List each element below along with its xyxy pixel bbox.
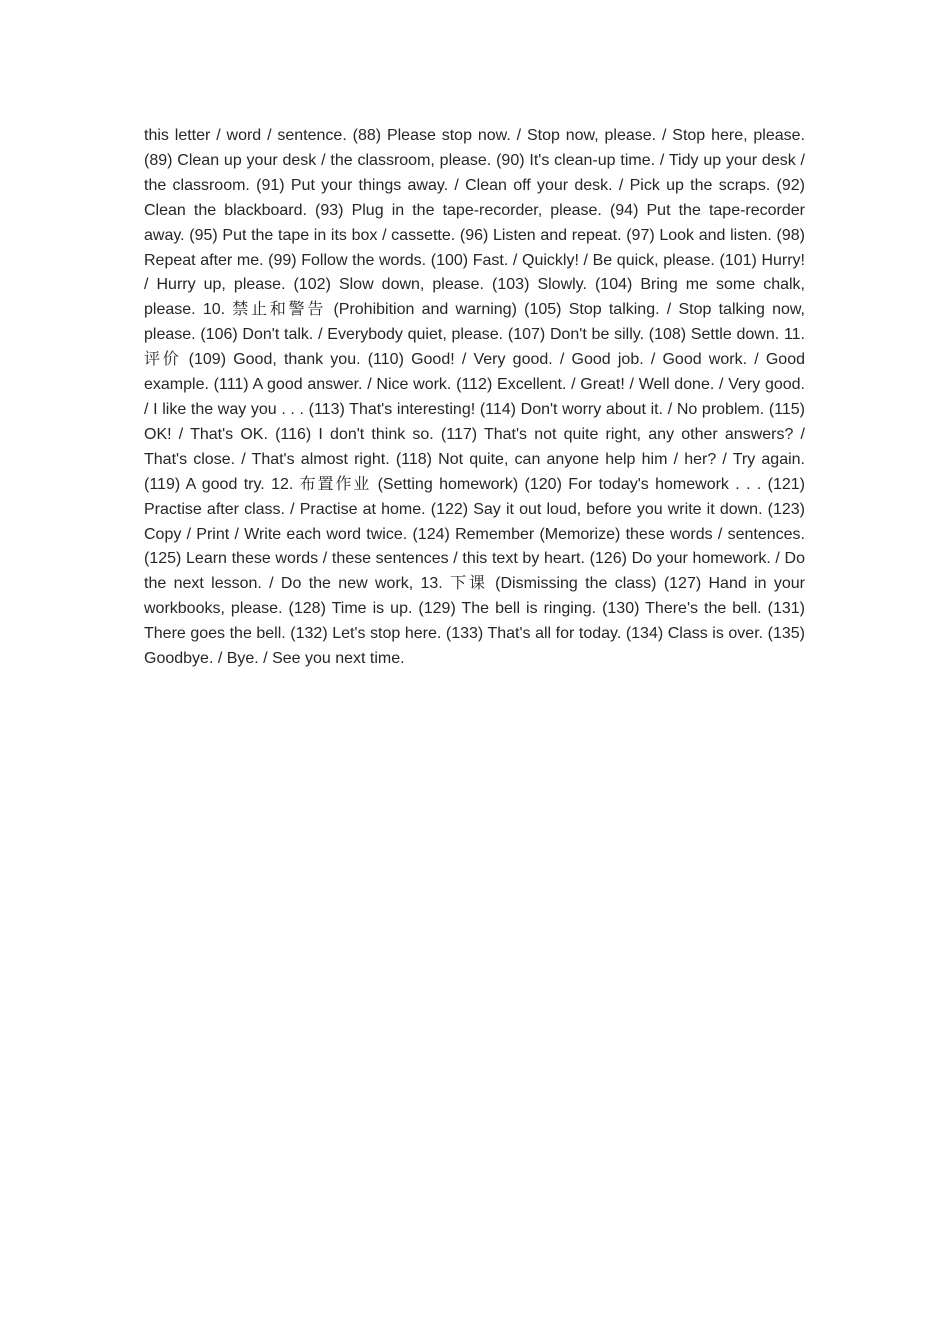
classroom-english-text: this letter / word / sentence. (88) Please stop now. / Stop now, please. / Stop here, please. (89) Clean up your desk / the classroom, please. (90) It's clean-up time. / Tidy up your desk / the classroom. (91) Put your things away. / Clean off your desk. / Pick up the scraps. (92) Clean the blackboard. (93) Plug in the tape-recorder, please. (94) Put the tape-recorder away. (95) Put the tape in its box / cassette. (96) Listen and repeat. (97) Look and listen. (98) Repeat after me. (99) Follow the words. (100) Fast. / Quickly! / Be quick, please. (101) Hurry! / Hurry up, please. (102) Slow down, please. (103) Slowly. (104) Bring me some chalk, please. 10. 禁止和警告 (Prohibition and warning) (105) Stop talking. / Stop talking now, please. (106) Don't talk. / Everybody quiet, please. (107) Don't be silly. (108) Settle down. 11. 评价 (109) Good, thank you. (110) Good! / Very good. / Good job. / Good work. / Good example. (111) A good answer. / Nice work. (112) Excellent. / Great! / Well done. / Very good. / I like the way you . . . (113) That's interesting! (114) Don't worry about it. / No problem. (115) OK! / That's OK. (116) I don't think so. (117) That's not quite right, any other answers? / That's close. / That's almost right. (118) Not quite, can anyone help him / her? / Try again. (119) A good try. 12. 布置作业 (Setting homework) (120) For today's homework . . . (121) Practise after class. / Practise at home. (122) Say it out loud, before you write it down. (123) Copy / Print / Write each word twice. (124) Remember (Memorize) these words / sentences. (125) Learn these words / these sentences / this text by heart. (126) Do your homework. / Do the next lesson. / Do the new work, 13. 下课 (Dismissing the class) (127) Hand in your workbooks, please. (128) Time is up. (129) The bell is ringing. (130) There's the bell. (131) There goes the bell. (132) Let's stop here. (133) That's all for today. (134) Class is over. (135) Goodbye. / Bye. / See you next time. [144,127,805,668]
